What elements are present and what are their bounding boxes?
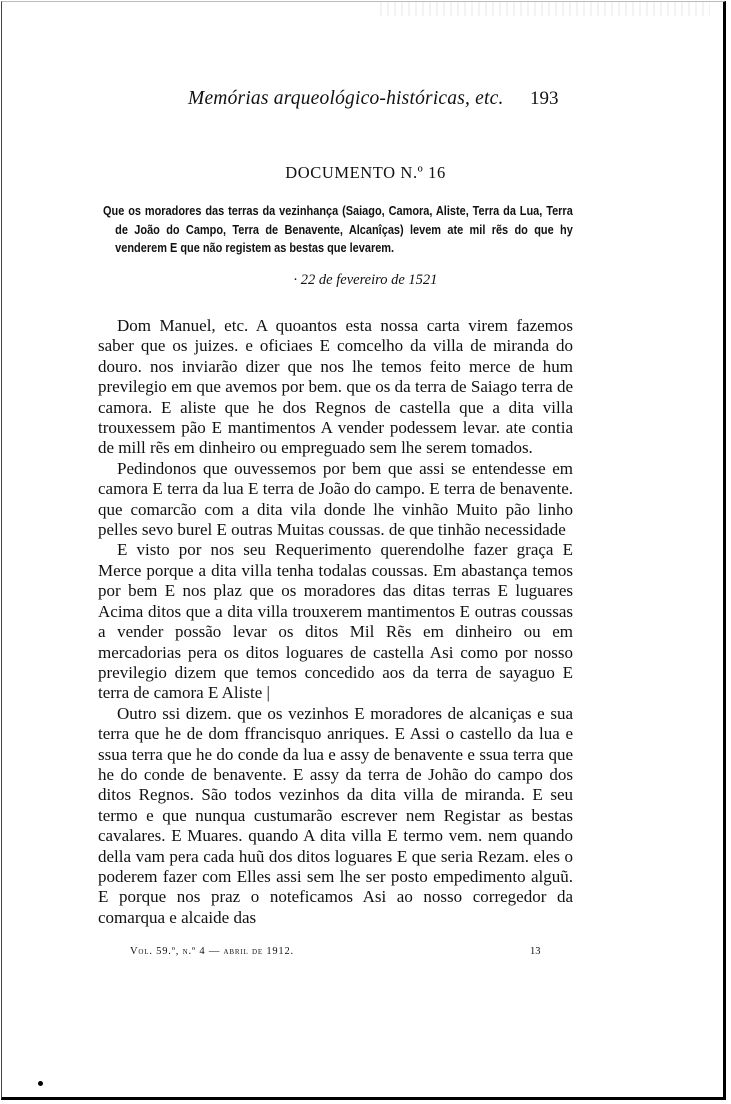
footer-volume: Vol. 59.º, n.º 4 — abril de 1912. <box>130 946 294 957</box>
paragraph: Outro ssi dizem. que os vezinhos E moradores de alcaniças e sua terra que he de dom ffrancisquo anriques. E Assi o castello da lua e ssua terra que he do conde da lua e assy de benavente e ssua terra que he do conde de benavente. E assy da terra de Johão do campo dos ditos Regnos. São todos vezinhos da dita villa de miranda. E seu termo e que nunqua custumarão escrever nem Registar as bestas cavalares. E Muares. quando A dita villa E termo vem. nem quando della vam pera cada huũ dos ditos loguares E que seria Rezam. eles o poderem fazer com Elles assi sem lhe ser posto empedimento alguũ. E porque nos praz o noteficamos Asi ao nosso corregedor da comarqua e alcaide das <box>98 703 573 927</box>
document-summary: Que os moradores das terras da vezinhança (Saiago, Camora, Aliste, Terra da Lua, Terra de João do Campo, Terra de Benavente, Alcanîças) levem ate mil rẽs do que hy venderem E que não registem as bestas que levarem. <box>103 204 573 255</box>
running-title: Memórias arqueológico-históricas, etc. <box>188 88 504 109</box>
document-label: DOCUMENTO N.º 16 <box>285 163 446 182</box>
page-footer <box>0 946 731 962</box>
stray-ink-mark <box>38 1081 43 1086</box>
page-number: 193 <box>530 88 559 109</box>
paragraph: Pedindonos que ouvessemos por bem que assi se entendesse em camora E terra da lua E terra de João do campo. E terra de benavente. que comarcão com a dita vila donde lhe vinhão Muito pão linho pelles sevo burel E outras Muitas coussas. de que tinhão necessidade <box>98 458 573 540</box>
date-text: 22 de fevereiro de 1521 <box>300 272 438 288</box>
date-bullet: · <box>293 272 301 288</box>
body-text <box>98 316 573 928</box>
page-header <box>0 88 731 114</box>
scan-noise <box>380 2 710 16</box>
paragraph: E visto por nos seu Requerimento querendolhe fazer graça E Merce porque a dita villa tenha todalas coussas. Em abastança temos por bem E nos plaz que os moradores das ditas terras E luguares Acima ditos que a dita villa trouxerem mantimentos E outras coussas a vender possão levar os ditos Mil Rẽs em dinheiro ou em mercadorias pera os ditos loguares de castella Asi como por nosso previlegio dizem que temos concedido aos da terra de sayaguo E terra de camora E Aliste | <box>98 540 573 703</box>
paragraph: Dom Manuel, etc. A quoantos esta nossa carta virem fazemos saber que os juizes. e oficiaes E comcelho da villa de miranda do douro. nos inviarão dizer que nos lhe temos feito merce de hum previlegio em que avemos por bem. que os da terra de Saiago terra de camora. E aliste que he dos Regnos de castella que a dita villa trouxessem pão E mantimentos A vender podessem levar. ate contia de mill rẽs em dinheiro ou empreguado sem lhe serem tomados. <box>98 316 573 458</box>
document-date <box>0 272 731 289</box>
footer-sheet-number: 13 <box>530 946 541 957</box>
